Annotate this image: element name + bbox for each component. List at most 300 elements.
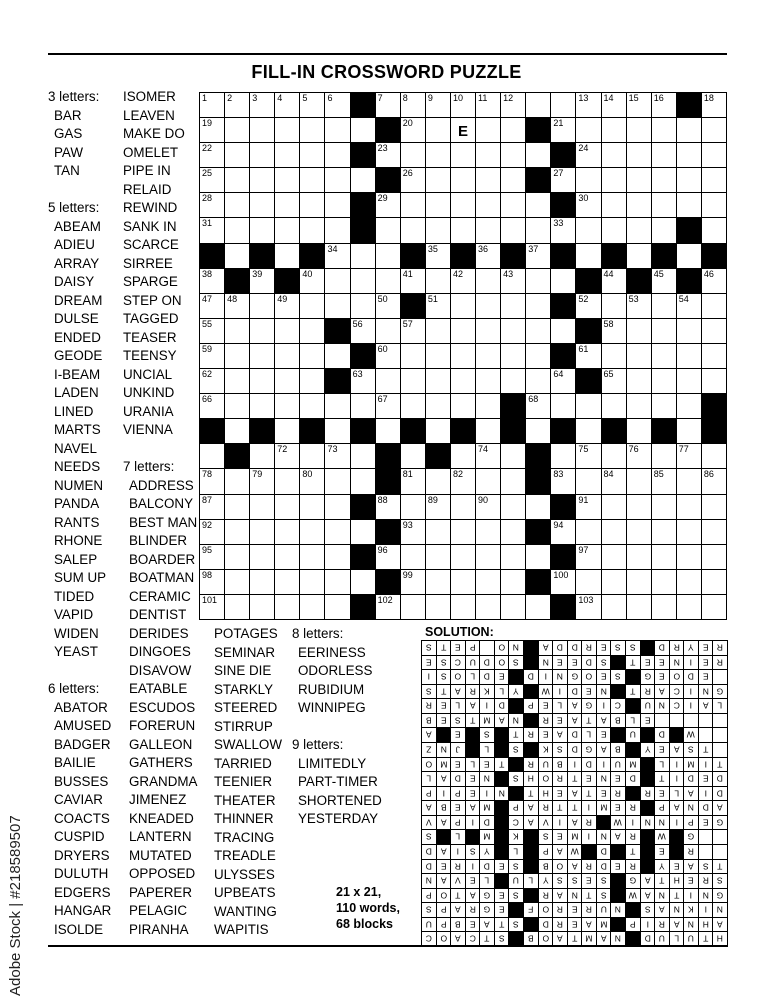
grid-cell[interactable] [525, 418, 551, 444]
grid-cell[interactable] [199, 544, 225, 570]
grid-cell[interactable] [299, 544, 325, 570]
grid-cell[interactable] [575, 468, 601, 494]
grid-cell[interactable] [375, 192, 401, 218]
grid-cell[interactable] [626, 243, 652, 269]
grid-cell[interactable] [274, 418, 300, 444]
grid-cell[interactable] [375, 393, 401, 419]
grid-cell[interactable] [575, 418, 601, 444]
grid-cell[interactable] [676, 243, 702, 269]
grid-cell[interactable] [575, 494, 601, 520]
grid-cell[interactable] [601, 443, 627, 469]
grid-cell[interactable] [701, 368, 727, 394]
grid-cell[interactable] [701, 468, 727, 494]
grid-cell[interactable] [249, 167, 275, 193]
grid-cell[interactable] [626, 443, 652, 469]
grid-cell[interactable] [199, 268, 225, 294]
grid-cell[interactable] [274, 544, 300, 570]
grid-cell[interactable] [249, 117, 275, 143]
grid-cell[interactable] [550, 569, 576, 595]
grid-cell[interactable] [626, 418, 652, 444]
grid-cell[interactable] [500, 217, 526, 243]
grid-cell[interactable] [350, 318, 376, 344]
grid-cell[interactable] [350, 293, 376, 319]
grid-cell[interactable] [249, 468, 275, 494]
grid-cell[interactable] [450, 217, 476, 243]
grid-cell[interactable] [575, 343, 601, 369]
grid-cell[interactable] [249, 217, 275, 243]
grid-cell[interactable] [249, 393, 275, 419]
grid-cell[interactable] [299, 569, 325, 595]
grid-cell[interactable] [299, 468, 325, 494]
grid-cell[interactable] [550, 217, 576, 243]
grid-cell[interactable] [550, 519, 576, 545]
grid-cell[interactable] [299, 92, 325, 118]
grid-cell[interactable] [651, 544, 677, 570]
grid-cell[interactable] [400, 569, 426, 595]
grid-cell[interactable] [450, 569, 476, 595]
grid-cell[interactable] [299, 293, 325, 319]
grid-cell[interactable] [500, 167, 526, 193]
grid-cell[interactable] [676, 318, 702, 344]
grid-cell[interactable] [299, 192, 325, 218]
grid-cell[interactable] [450, 468, 476, 494]
grid-cell[interactable] [450, 443, 476, 469]
grid-cell[interactable] [525, 494, 551, 520]
grid-cell[interactable] [224, 368, 250, 394]
grid-cell[interactable] [375, 142, 401, 168]
grid-cell[interactable] [500, 293, 526, 319]
grid-cell[interactable] [224, 393, 250, 419]
grid-cell[interactable] [249, 594, 275, 620]
grid-cell[interactable] [299, 594, 325, 620]
grid-cell[interactable] [324, 92, 350, 118]
grid-cell[interactable] [425, 92, 451, 118]
grid-cell[interactable] [626, 117, 652, 143]
grid-cell[interactable] [550, 318, 576, 344]
grid-cell[interactable] [601, 217, 627, 243]
grid-cell[interactable] [199, 569, 225, 595]
grid-cell[interactable] [500, 569, 526, 595]
grid-cell[interactable] [450, 92, 476, 118]
grid-cell[interactable] [626, 293, 652, 319]
grid-cell[interactable] [651, 142, 677, 168]
grid-cell[interactable] [425, 117, 451, 143]
grid-cell[interactable] [575, 243, 601, 269]
grid-cell[interactable] [199, 594, 225, 620]
grid-cell[interactable] [375, 318, 401, 344]
grid-cell[interactable] [475, 569, 501, 595]
grid-cell[interactable] [450, 494, 476, 520]
grid-cell[interactable] [601, 92, 627, 118]
grid-cell[interactable] [274, 494, 300, 520]
grid-cell[interactable] [676, 343, 702, 369]
grid-cell[interactable] [626, 544, 652, 570]
grid-cell[interactable] [651, 167, 677, 193]
grid-cell[interactable] [701, 318, 727, 344]
grid-cell[interactable] [500, 92, 526, 118]
grid-cell[interactable] [324, 494, 350, 520]
grid-cell[interactable] [676, 544, 702, 570]
grid-cell[interactable] [676, 293, 702, 319]
grid-cell[interactable] [475, 468, 501, 494]
grid-cell[interactable] [199, 468, 225, 494]
grid-cell[interactable] [525, 268, 551, 294]
grid-cell[interactable] [249, 293, 275, 319]
grid-cell[interactable] [550, 443, 576, 469]
grid-cell[interactable] [224, 167, 250, 193]
grid-cell[interactable] [601, 594, 627, 620]
grid-cell[interactable] [274, 293, 300, 319]
grid-cell[interactable] [626, 343, 652, 369]
grid-cell[interactable] [651, 217, 677, 243]
grid-cell[interactable] [350, 368, 376, 394]
grid-cell[interactable] [249, 142, 275, 168]
grid-cell[interactable] [375, 343, 401, 369]
grid-cell[interactable] [274, 519, 300, 545]
grid-cell[interactable] [350, 117, 376, 143]
grid-cell[interactable] [299, 494, 325, 520]
grid-cell[interactable] [450, 594, 476, 620]
grid-cell[interactable] [450, 117, 476, 143]
grid-cell[interactable] [651, 443, 677, 469]
grid-cell[interactable] [601, 494, 627, 520]
grid-cell[interactable] [601, 569, 627, 595]
grid-cell[interactable] [550, 468, 576, 494]
grid-cell[interactable] [274, 217, 300, 243]
grid-cell[interactable] [299, 368, 325, 394]
grid-cell[interactable] [199, 293, 225, 319]
grid-cell[interactable] [400, 468, 426, 494]
grid-cell[interactable] [400, 393, 426, 419]
grid-cell[interactable] [651, 92, 677, 118]
grid-cell[interactable] [375, 217, 401, 243]
grid-cell[interactable] [425, 343, 451, 369]
grid-cell[interactable] [500, 519, 526, 545]
grid-cell[interactable] [299, 117, 325, 143]
grid-cell[interactable] [224, 418, 250, 444]
grid-cell[interactable] [651, 393, 677, 419]
grid-cell[interactable] [450, 142, 476, 168]
grid-cell[interactable] [274, 92, 300, 118]
grid-cell[interactable] [324, 544, 350, 570]
grid-cell[interactable] [400, 519, 426, 545]
grid-cell[interactable] [701, 544, 727, 570]
grid-cell[interactable] [350, 468, 376, 494]
grid-cell[interactable] [450, 318, 476, 344]
grid-cell[interactable] [425, 192, 451, 218]
grid-cell[interactable] [324, 192, 350, 218]
grid-cell[interactable] [450, 293, 476, 319]
grid-cell[interactable] [575, 293, 601, 319]
grid-cell[interactable] [450, 268, 476, 294]
grid-cell[interactable] [475, 594, 501, 620]
grid-cell[interactable] [249, 443, 275, 469]
grid-cell[interactable] [701, 519, 727, 545]
grid-cell[interactable] [601, 368, 627, 394]
grid-cell[interactable] [475, 544, 501, 570]
grid-cell[interactable] [299, 167, 325, 193]
grid-cell[interactable] [550, 167, 576, 193]
grid-cell[interactable] [550, 268, 576, 294]
grid-cell[interactable] [475, 293, 501, 319]
grid-cell[interactable] [350, 243, 376, 269]
grid-cell[interactable] [199, 217, 225, 243]
grid-cell[interactable] [475, 117, 501, 143]
grid-cell[interactable] [601, 318, 627, 344]
grid-cell[interactable] [375, 243, 401, 269]
grid-cell[interactable] [425, 368, 451, 394]
grid-cell[interactable] [199, 368, 225, 394]
grid-cell[interactable] [475, 519, 501, 545]
grid-cell[interactable] [500, 544, 526, 570]
grid-cell[interactable] [274, 594, 300, 620]
grid-cell[interactable] [626, 192, 652, 218]
grid-cell[interactable] [224, 92, 250, 118]
grid-cell[interactable] [701, 293, 727, 319]
grid-cell[interactable] [274, 443, 300, 469]
grid-cell[interactable] [575, 519, 601, 545]
grid-cell[interactable] [500, 343, 526, 369]
grid-cell[interactable] [274, 468, 300, 494]
grid-cell[interactable] [324, 167, 350, 193]
grid-cell[interactable] [651, 368, 677, 394]
grid-cell[interactable] [601, 142, 627, 168]
grid-cell[interactable] [676, 368, 702, 394]
grid-cell[interactable] [425, 393, 451, 419]
grid-cell[interactable] [701, 92, 727, 118]
grid-cell[interactable] [224, 519, 250, 545]
grid-cell[interactable] [601, 117, 627, 143]
grid-cell[interactable] [626, 393, 652, 419]
grid-cell[interactable] [425, 167, 451, 193]
grid-cell[interactable] [324, 268, 350, 294]
grid-cell[interactable] [324, 418, 350, 444]
grid-cell[interactable] [601, 544, 627, 570]
grid-cell[interactable] [500, 494, 526, 520]
grid-cell[interactable] [400, 167, 426, 193]
grid-cell[interactable] [450, 167, 476, 193]
grid-cell[interactable] [324, 142, 350, 168]
grid-cell[interactable] [274, 243, 300, 269]
grid-cell[interactable] [299, 393, 325, 419]
grid-cell[interactable] [400, 217, 426, 243]
crossword-grid[interactable] [199, 92, 726, 619]
grid-cell[interactable] [550, 92, 576, 118]
grid-cell[interactable] [400, 443, 426, 469]
grid-cell[interactable] [626, 569, 652, 595]
grid-cell[interactable] [626, 167, 652, 193]
grid-cell[interactable] [274, 142, 300, 168]
grid-cell[interactable] [651, 268, 677, 294]
grid-cell[interactable] [525, 368, 551, 394]
grid-cell[interactable] [575, 142, 601, 168]
grid-cell[interactable] [425, 544, 451, 570]
grid-cell[interactable] [400, 142, 426, 168]
grid-cell[interactable] [400, 92, 426, 118]
grid-cell[interactable] [676, 117, 702, 143]
grid-cell[interactable] [500, 318, 526, 344]
grid-cell[interactable] [425, 217, 451, 243]
grid-cell[interactable] [550, 368, 576, 394]
grid-cell[interactable] [299, 268, 325, 294]
grid-cell[interactable] [525, 192, 551, 218]
grid-cell[interactable] [676, 142, 702, 168]
grid-cell[interactable] [676, 443, 702, 469]
grid-cell[interactable] [575, 569, 601, 595]
grid-cell[interactable] [400, 268, 426, 294]
grid-cell[interactable] [400, 594, 426, 620]
grid-cell[interactable] [299, 142, 325, 168]
grid-cell[interactable] [450, 368, 476, 394]
grid-cell[interactable] [525, 594, 551, 620]
grid-cell[interactable] [224, 192, 250, 218]
grid-cell[interactable] [224, 594, 250, 620]
grid-cell[interactable] [274, 117, 300, 143]
grid-cell[interactable] [676, 468, 702, 494]
grid-cell[interactable] [651, 468, 677, 494]
grid-cell[interactable] [199, 192, 225, 218]
grid-cell[interactable] [350, 167, 376, 193]
grid-cell[interactable] [651, 293, 677, 319]
grid-cell[interactable] [626, 594, 652, 620]
grid-cell[interactable] [701, 192, 727, 218]
grid-cell[interactable] [500, 117, 526, 143]
grid-cell[interactable] [199, 519, 225, 545]
grid-cell[interactable] [626, 368, 652, 394]
grid-cell[interactable] [249, 569, 275, 595]
grid-cell[interactable] [274, 167, 300, 193]
grid-cell[interactable] [450, 192, 476, 218]
grid-cell[interactable] [274, 393, 300, 419]
grid-cell[interactable] [199, 167, 225, 193]
grid-cell[interactable] [299, 343, 325, 369]
grid-cell[interactable] [324, 569, 350, 595]
grid-cell[interactable] [500, 268, 526, 294]
grid-cell[interactable] [224, 217, 250, 243]
grid-cell[interactable] [274, 343, 300, 369]
grid-cell[interactable] [626, 318, 652, 344]
grid-cell[interactable] [299, 519, 325, 545]
grid-cell[interactable] [400, 318, 426, 344]
grid-cell[interactable] [299, 318, 325, 344]
grid-cell[interactable] [249, 368, 275, 394]
grid-cell[interactable] [475, 92, 501, 118]
grid-cell[interactable] [601, 192, 627, 218]
grid-cell[interactable] [274, 569, 300, 595]
grid-cell[interactable] [249, 318, 275, 344]
grid-cell[interactable] [375, 418, 401, 444]
grid-cell[interactable] [676, 519, 702, 545]
grid-cell[interactable] [224, 318, 250, 344]
grid-cell[interactable] [500, 443, 526, 469]
grid-cell[interactable] [651, 318, 677, 344]
grid-cell[interactable] [601, 268, 627, 294]
grid-cell[interactable] [676, 494, 702, 520]
grid-cell[interactable] [425, 293, 451, 319]
grid-cell[interactable] [199, 92, 225, 118]
grid-cell[interactable] [324, 443, 350, 469]
grid-cell[interactable] [400, 117, 426, 143]
grid-cell[interactable] [450, 544, 476, 570]
grid-cell[interactable] [475, 192, 501, 218]
grid-cell[interactable] [324, 343, 350, 369]
grid-cell[interactable] [425, 569, 451, 595]
grid-cell[interactable] [450, 393, 476, 419]
grid-cell[interactable] [701, 167, 727, 193]
grid-cell[interactable] [475, 418, 501, 444]
grid-cell[interactable] [425, 468, 451, 494]
grid-cell[interactable] [500, 594, 526, 620]
grid-cell[interactable] [626, 519, 652, 545]
grid-cell[interactable] [249, 494, 275, 520]
grid-cell[interactable] [400, 494, 426, 520]
grid-cell[interactable] [701, 594, 727, 620]
grid-cell[interactable] [601, 393, 627, 419]
grid-cell[interactable] [475, 142, 501, 168]
grid-cell[interactable] [249, 544, 275, 570]
grid-cell[interactable] [651, 192, 677, 218]
grid-cell[interactable] [701, 443, 727, 469]
grid-cell[interactable] [199, 393, 225, 419]
grid-cell[interactable] [324, 293, 350, 319]
grid-cell[interactable] [626, 92, 652, 118]
grid-cell[interactable] [575, 167, 601, 193]
grid-cell[interactable] [651, 594, 677, 620]
grid-cell[interactable] [525, 217, 551, 243]
grid-cell[interactable] [425, 494, 451, 520]
grid-cell[interactable] [249, 268, 275, 294]
grid-cell[interactable] [375, 268, 401, 294]
grid-cell[interactable] [626, 142, 652, 168]
grid-cell[interactable] [475, 318, 501, 344]
grid-cell[interactable] [350, 519, 376, 545]
grid-cell[interactable] [299, 443, 325, 469]
grid-cell[interactable] [224, 343, 250, 369]
grid-cell[interactable] [676, 393, 702, 419]
grid-cell[interactable] [249, 343, 275, 369]
grid-cell[interactable] [475, 368, 501, 394]
grid-cell[interactable] [575, 92, 601, 118]
grid-cell[interactable] [324, 594, 350, 620]
grid-cell[interactable] [324, 117, 350, 143]
grid-cell[interactable] [575, 443, 601, 469]
grid-cell[interactable] [525, 243, 551, 269]
grid-cell[interactable] [475, 494, 501, 520]
grid-cell[interactable] [324, 468, 350, 494]
grid-cell[interactable] [550, 117, 576, 143]
grid-cell[interactable] [224, 468, 250, 494]
grid-cell[interactable] [651, 343, 677, 369]
grid-cell[interactable] [375, 544, 401, 570]
grid-cell[interactable] [651, 494, 677, 520]
grid-cell[interactable] [425, 519, 451, 545]
grid-cell[interactable] [450, 343, 476, 369]
grid-cell[interactable] [701, 268, 727, 294]
grid-cell[interactable] [525, 343, 551, 369]
grid-cell[interactable] [199, 142, 225, 168]
grid-cell[interactable] [626, 494, 652, 520]
grid-cell[interactable] [199, 494, 225, 520]
grid-cell[interactable] [274, 318, 300, 344]
grid-cell[interactable] [575, 192, 601, 218]
grid-cell[interactable] [575, 393, 601, 419]
grid-cell[interactable] [450, 519, 476, 545]
grid-cell[interactable] [475, 217, 501, 243]
grid-cell[interactable] [199, 318, 225, 344]
grid-cell[interactable] [224, 117, 250, 143]
grid-cell[interactable] [425, 594, 451, 620]
grid-cell[interactable] [701, 117, 727, 143]
